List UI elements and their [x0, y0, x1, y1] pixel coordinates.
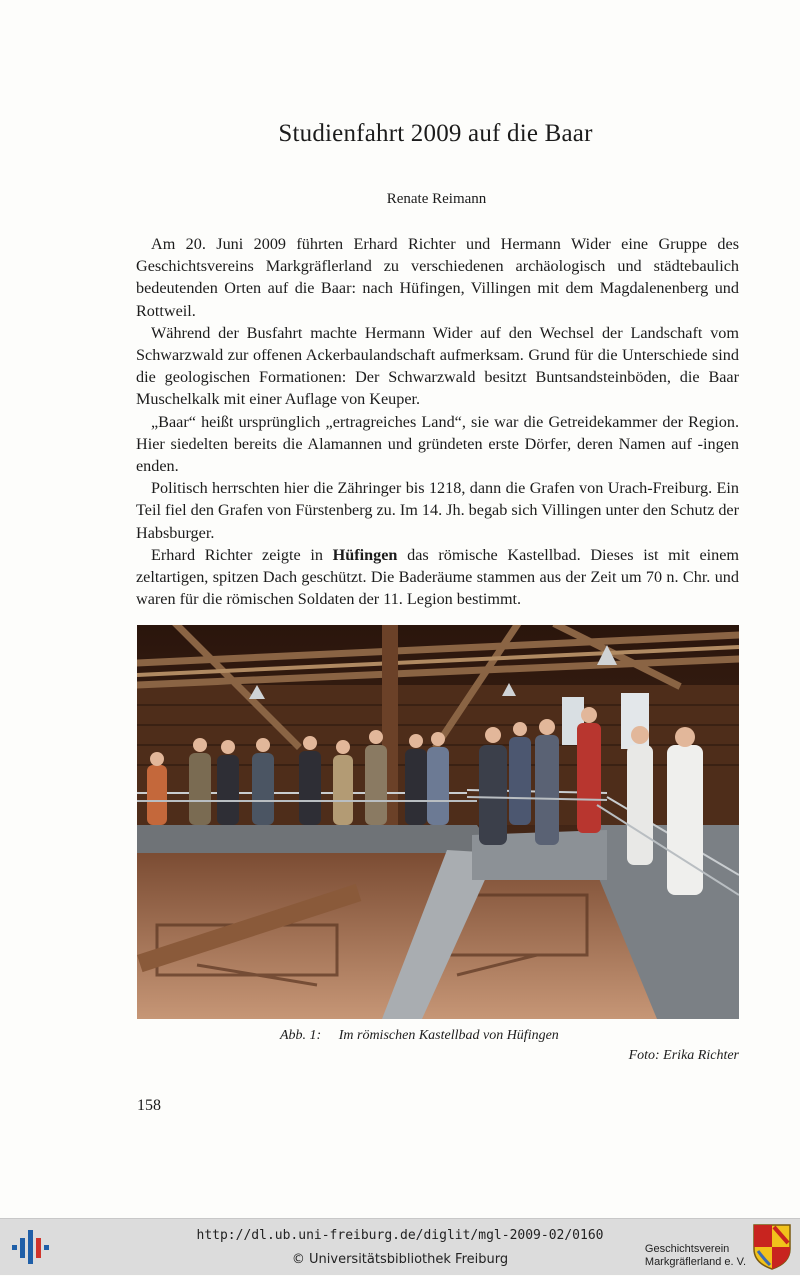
roman-bath-photo-illustration [137, 625, 739, 1019]
article-author: Renate Reimann [386, 191, 487, 207]
photo-credit: Foto: Erika Richter [628, 1048, 739, 1063]
paragraph-1: Am 20. Juni 2009 führten Erhard Richter und Hermann Wider eine Gruppe des Geschichtsvereins Markgräflerland zu verschiedenen archäologisch und städtebaulich bedeutenden Orten auf die Baar: nach Hüfingen, Villingen mit dem Magdalenenberg und Rottweil. [136, 235, 739, 320]
document-url[interactable]: http://dl.ub.uni-freiburg.de/diglit/mgl-2009-02/0160 [196, 1228, 604, 1243]
figure-label: Abb. 1: [280, 1028, 322, 1043]
paragraph-5: Erhard Richter zeigte in Hüfingen das römische Kastellbad. Dieses ist mit einem zeltartigen, spitzen Dach geschützt. Die Baderäume stammen aus der Zeit um 70 n. Chr. und waren für die römischen Soldaten der 11. Legion bestimmt. [136, 545, 739, 609]
page-number: 158 [137, 1097, 161, 1114]
article-body [136, 233, 739, 610]
society-crest-icon [752, 1223, 792, 1271]
society-name-line-1: Geschichtsverein [644, 1243, 730, 1255]
article-title: Studienfahrt 2009 auf die Baar [278, 120, 593, 147]
paragraph-4: Politisch herrschten hier die Zähringer bis 1218, dann die Grafen von Urach-Freiburg. Ein Teil fiel den Grafen von Fürstenberg zu. Im 14. Jh. begab sich Villingen unter den Schutz der Habsburger. [136, 479, 739, 542]
highlight-place: Hüfingen [332, 545, 398, 564]
digital-library-footer [0, 1218, 800, 1275]
society-name-line-2: Markgräflerland e. V. [644, 1256, 746, 1268]
paragraph-3: „Baar“ heißt ursprünglich „ertragreiches Land“, sie war die Getreidekammer der Region. Hier siedelten bereits die Alamannen und gründeten erste Dörfer, deren Namen auf -ingen enden. [136, 412, 739, 476]
library-copyright: © Universitätsbibliothek Freiburg [291, 1252, 509, 1267]
figure-caption-text: Im römischen Kastellbad von Hüfingen [338, 1028, 559, 1043]
figure-photo [137, 625, 739, 1019]
paragraph-2: Während der Busfahrt machte Hermann Wider auf den Wechsel der Landschaft vom Schwarzwald zur offenen Ackerbaulandschaft aufmerksam. Grund für die Unterschiede sind die geologischen Formationen: Der Schwarzwald besitzt Buntsandsteinböden, die Baar Muschelkalk mit einer Auflage von Keuper. [136, 323, 739, 409]
figure-caption [280, 1028, 559, 1044]
society-name [645, 1243, 746, 1269]
